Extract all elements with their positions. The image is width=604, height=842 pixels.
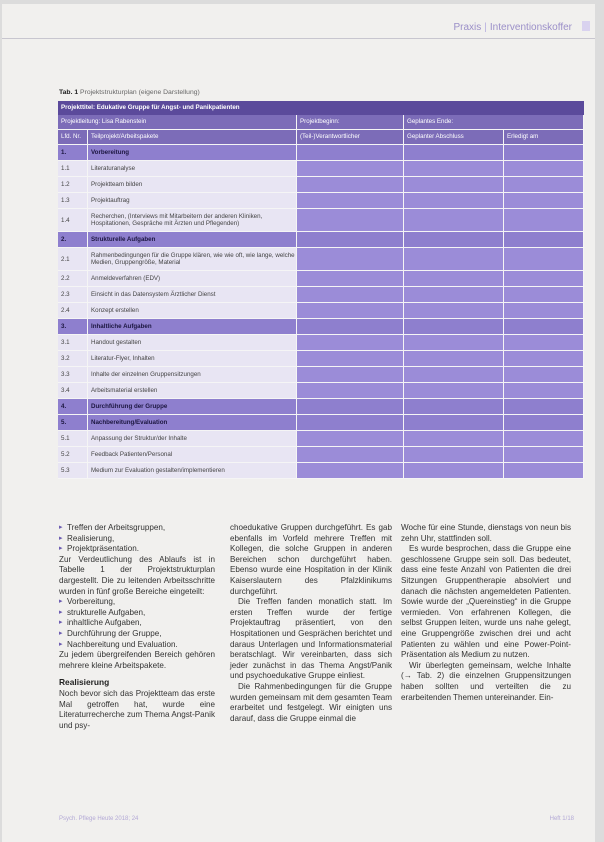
row-task [88,271,297,286]
row-task-text: Literatur-Flyer, Inhalten [91,354,155,362]
row-done [504,209,584,231]
row-number [58,383,88,398]
row-done [504,367,584,382]
row-task-text: Konzept erstellen [91,306,139,314]
row-responsible [297,447,404,462]
row-planned [404,367,504,382]
row-responsible [297,145,404,160]
column-header: Geplanter Abschluss [404,130,504,144]
row-planned [404,447,504,462]
row-number [58,335,88,350]
row-responsible [297,319,404,334]
row-task [88,161,297,176]
row-planned [404,271,504,286]
row-task-text: Vorbereitung [91,148,130,156]
row-number [58,447,88,462]
row-number [58,177,88,192]
list-item: ▸ Realisierung, [59,534,215,545]
row-number-text: 2.3 [61,291,70,298]
footer-issue: Heft 1/18 [549,816,574,822]
row-responsible [297,248,404,270]
paragraph: Wir überlegten gemeinsam, welche Inhalte (→ Tab. 2) die einzelnen Gruppensitzungen haben sollten und verteilten die zu erarbeitenden Themen untereinander. Ein- [401,660,571,702]
row-done [504,447,584,462]
row-number-text: 5.2 [61,451,70,458]
table-row [58,351,584,367]
row-responsible [297,303,404,318]
row-number [58,415,88,430]
row-number-text: 3.1 [61,339,70,346]
row-task-text: Feedback Patienten/Personal [91,450,173,458]
table-header-row [58,130,584,145]
table-row [58,271,584,287]
row-planned [404,335,504,350]
paragraph: Zu jedem übergreifenden Bereich gehören mehrere kleine Arbeitspakete. [59,650,215,670]
row-planned [404,351,504,366]
page-footer [59,816,574,826]
table-row [58,193,584,209]
row-responsible [297,193,404,208]
row-done [504,248,584,270]
row-done [504,161,584,176]
header-section: Praxis [453,22,482,33]
row-number-text: 2.2 [61,275,70,282]
row-planned [404,193,504,208]
table-row [58,415,584,431]
table-row [58,232,584,248]
row-planned [404,303,504,318]
row-responsible [297,209,404,231]
row-task-text: Durchführung der Gruppe [91,402,168,410]
row-task [88,367,297,382]
row-done [504,271,584,286]
footer-journal: Psych. Pflege Heute 2018; 24 [59,816,139,822]
row-number [58,351,88,366]
row-task-text: Anpassung der Struktur/der Inhalte [91,434,187,442]
row-number-text: 1.1 [61,165,70,172]
row-number-text: 1.3 [61,197,70,204]
row-planned [404,177,504,192]
paragraph: Noch bevor sich das Projektteam das erste Mal getroffen hat, wurde eine Literaturrecherche zum Thema Angst-Panik und psy- [59,688,215,730]
row-done [504,145,584,160]
row-task-text: Rahmenbedingungen für die Gruppe klären, wie wie oft, wie lange, welche Medien, Gruppengröße, Material [91,251,295,266]
row-done [504,415,584,430]
row-done [504,383,584,398]
row-done [504,193,584,208]
row-task [88,463,297,478]
row-number [58,248,88,270]
row-task [88,383,297,398]
row-responsible [297,177,404,192]
paragraph: Zur Verdeutlichung des Ablaufs ist in Tabelle 1 der Projektstrukturplan dargestellt. Die zu leitenden Arbeitsschritte wurden in fünf große Bereiche eingeteilt: [59,554,215,596]
row-task-text: Literaturanalyse [91,164,136,172]
list-item: ▸ Projektpräsentation. [59,544,215,555]
caption-text: Projektstrukturplan (eigene Darstellung) [80,89,200,96]
row-task [88,287,297,302]
row-number [58,193,88,208]
row-number [58,161,88,176]
row-number-text: 1.2 [61,181,70,188]
row-number-text: 3.4 [61,387,70,394]
table-row [58,399,584,415]
column-header: Teilprojekt/Arbeitspakete [88,130,297,144]
row-number [58,287,88,302]
row-task-text: Inhaltliche Aufgaben [91,322,152,330]
row-task-text: Handout gestalten [91,338,142,346]
row-responsible [297,232,404,247]
table-meta-row [58,115,584,130]
row-task-text: Nachbereitung/Evaluation [91,418,168,426]
project-end: Geplantes Ende: [404,115,584,129]
table-row [58,319,584,335]
row-task [88,335,297,350]
row-task [88,415,297,430]
table-row [58,287,584,303]
row-number-text: 4. [61,403,67,410]
list-item: ▸ strukturelle Aufgaben, [59,608,215,619]
row-task-text: Arbeitsmaterial erstellen [91,386,158,394]
column-header: (Teil-)Verantwortlicher [297,130,404,144]
row-responsible [297,351,404,366]
row-done [504,431,584,446]
row-responsible [297,463,404,478]
column-header: Lfd. Nr. [58,130,88,144]
row-task [88,193,297,208]
row-number [58,319,88,334]
table-row [58,303,584,319]
row-task [88,209,297,231]
row-task [88,447,297,462]
row-planned [404,145,504,160]
table-row [58,248,584,271]
row-task-text: Anmeldeverfahren (EDV) [91,274,161,282]
row-task-text: Projektauftrag [91,196,130,204]
row-done [504,399,584,414]
row-number-text: 2.1 [61,255,70,263]
row-task-text: Projektteam bilden [91,180,143,188]
row-done [504,351,584,366]
row-planned [404,232,504,247]
row-planned [404,287,504,302]
table-row [58,431,584,447]
column-header: Erledigt am [504,130,584,144]
row-number [58,232,88,247]
row-responsible [297,415,404,430]
row-number [58,367,88,382]
list-item: ▸ Durchführung der Gruppe, [59,629,215,640]
caption-label: Tab. 1 [59,89,79,96]
row-planned [404,209,504,231]
row-task [88,319,297,334]
row-number [58,271,88,286]
project-start: Projektbeginn: [297,115,404,129]
table-row [58,161,584,177]
paragraph: choedukative Gruppen durchgeführt. Es gab ebenfalls im Vorfeld mehrere Treffen mit Kollegen, die solche Gruppen in anderen Bereichen schon durchgeführt haben. Ebenso wurde eine Hospitation in der Klinik Kaiserslautern des Pfalzklinikums durchgeführt. [230,523,392,596]
paragraph: Es wurde besprochen, dass die Gruppe eine geschlossene Gruppe sein soll. Das bedeutet, dass eine feste Anzahl von Patienten die drei Sitzungen Gruppentherapie absolviert und danach die nächsten angemeldeten Patienten. Sowie wurde der „Quereinstieg“ in die Gruppe vermieden. Von erfahrenen Kollegen, die selbst Gruppen leiten, wurde uns nahe gelegt, eine Gruppengröße zwischen drei und acht Patienten zu wählen und eine Power-Point-Präsentation als Medium zu nutzen. [401,544,571,660]
row-planned [404,415,504,430]
text-column-2 [230,523,392,724]
row-number-text: 5. [61,419,67,426]
row-number [58,463,88,478]
row-responsible [297,383,404,398]
table-title: Projekttitel: Edukative Gruppe für Angst- und Panikpatienten [58,101,584,115]
page [2,4,595,842]
row-task-text: Einsicht in das Datensystem Ärztlicher Dienst [91,290,216,298]
row-task [88,232,297,247]
paragraph: Die Treffen fanden monatlich statt. Im ersten Treffen wurde der fertige Projektauftrag präsentiert, von den Hospitationen und Gesprächen berichtet und daraus Unterlagen und Informationsmaterial beratschlagt. Wir vereinbarten, dass sich jeder zunächst in das Thema Angst/Panik und psychoedukative Gruppe einliest. [230,597,392,681]
project-leader: Projektleitung: Lisa Rabenstein [58,115,297,129]
table-row [58,335,584,351]
table-row [58,447,584,463]
project-structure-table [58,101,584,479]
row-number-text: 3.3 [61,371,70,378]
row-done [504,177,584,192]
row-planned [404,161,504,176]
row-number-text: 5.1 [61,435,70,442]
bullet-list-areas [59,597,215,650]
row-number [58,303,88,318]
header-marker-icon [582,21,590,31]
row-done [504,463,584,478]
row-task-text: Medium zur Evaluation gestalten/implementieren [91,466,225,474]
row-task-text: Inhalte der einzelnen Gruppensitzungen [91,370,201,378]
row-task [88,145,297,160]
row-responsible [297,399,404,414]
paragraph: Woche für eine Stunde, dienstags von neun bis zehn Uhr, stattfinden soll. [401,523,571,543]
table-row [58,177,584,193]
row-number [58,399,88,414]
row-number [58,431,88,446]
row-planned [404,463,504,478]
row-task [88,351,297,366]
row-responsible [297,271,404,286]
row-number-text: 2.4 [61,307,70,314]
list-item: ▸ Treffen der Arbeitsgruppen, [59,523,215,534]
text-column-3 [401,523,571,703]
row-task [88,399,297,414]
row-done [504,303,584,318]
row-task [88,177,297,192]
row-number-text: 3.2 [61,355,70,362]
row-done [504,335,584,350]
row-task [88,431,297,446]
row-number-text: 3. [61,323,67,330]
header-rule [2,38,595,39]
row-planned [404,399,504,414]
running-header [402,22,572,36]
header-title: Interventionskoffer [489,22,572,33]
table-row [58,145,584,161]
row-number-text: 5.3 [61,467,70,474]
row-done [504,319,584,334]
row-responsible [297,335,404,350]
row-number-text: 1.4 [61,216,70,224]
row-done [504,232,584,247]
row-responsible [297,161,404,176]
row-task-text: Strukturelle Aufgaben [91,235,156,243]
paragraph: Die Rahmenbedingungen für die Gruppe wurden gemeinsam mit dem gesamten Team erarbeitet und festgelegt. Wir einigten uns darauf, dass die Gruppe einmal die [230,681,392,723]
header-separator: | [484,22,487,33]
text-column-1 [59,523,215,731]
row-number [58,209,88,231]
list-item: ▸ Vorbereitung, [59,597,215,608]
row-planned [404,319,504,334]
row-planned [404,431,504,446]
list-item: ▸ inhaltliche Aufgaben, [59,618,215,629]
table-row [58,367,584,383]
row-responsible [297,287,404,302]
row-planned [404,248,504,270]
row-task [88,248,297,270]
table-row [58,463,584,479]
row-number [58,145,88,160]
row-number-text: 1. [61,149,67,156]
row-responsible [297,431,404,446]
row-task-text: Recherchen, (Interviews mit Mitarbeitern der anderen Kliniken, Hospitationen, Gespräche mit Ärzten und Pflegenden) [91,212,263,227]
section-heading: Realisierung [59,677,110,688]
row-task [88,303,297,318]
row-done [504,287,584,302]
row-responsible [297,367,404,382]
table-row [58,209,584,232]
list-item: ▸ Nachbereitung und Evaluation. [59,640,215,651]
table-caption [59,89,579,96]
bullet-list-top [59,523,215,555]
row-planned [404,383,504,398]
table-body [58,145,584,479]
table-row [58,383,584,399]
row-number-text: 2. [61,236,67,243]
